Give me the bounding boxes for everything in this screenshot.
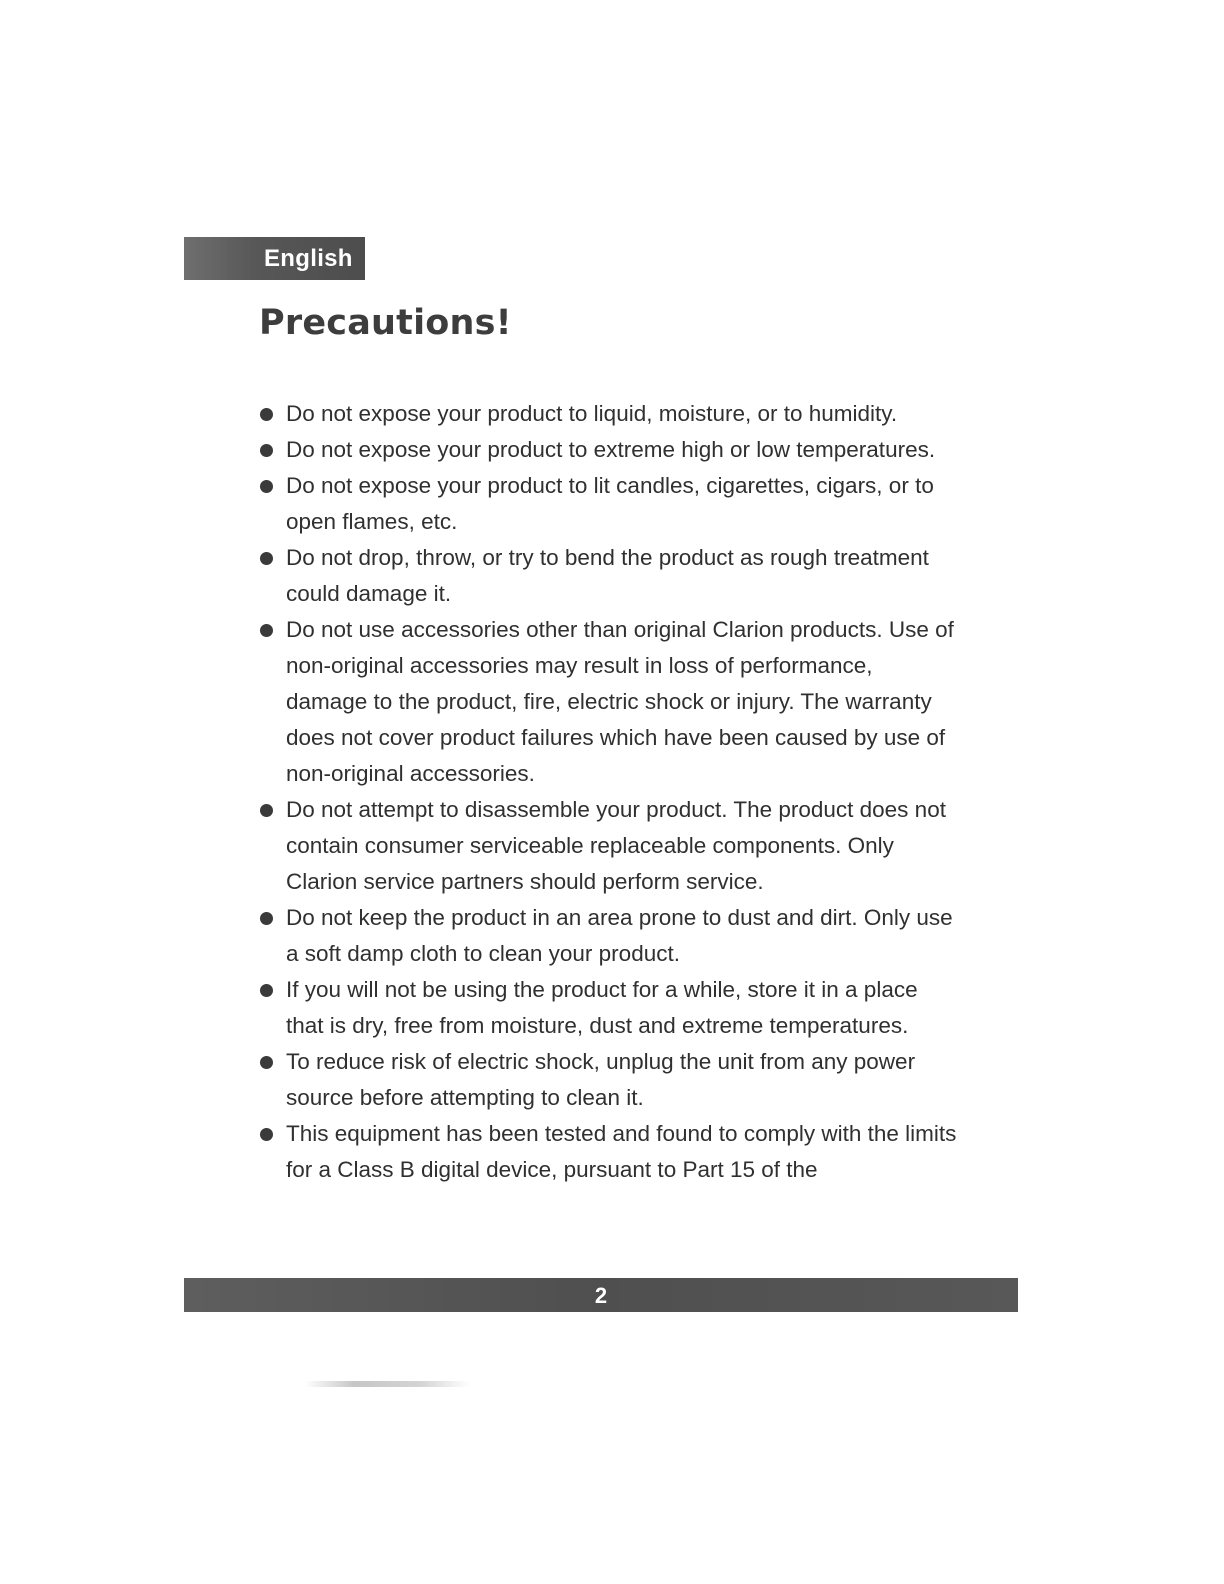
bullet-icon — [260, 624, 273, 637]
precaution-text: To reduce risk of electric shock, unplug the unit from any power source before attempting to clean it. — [286, 1049, 916, 1110]
precaution-text: Do not expose your product to extreme high or low temperatures. — [286, 437, 936, 462]
bullet-icon — [260, 408, 273, 421]
precaution-text: Do not attempt to disassemble your product. The product does not contain consumer serviceable replaceable components. Only Clarion service partners should perform service. — [286, 797, 946, 894]
precaution-item — [258, 972, 978, 1044]
precaution-item — [258, 612, 978, 792]
precaution-item — [258, 1116, 978, 1188]
bullet-icon — [260, 804, 273, 817]
precaution-item — [258, 396, 978, 432]
bullet-icon — [260, 1128, 273, 1141]
page-number: 2 — [594, 1283, 608, 1308]
bullet-icon — [260, 444, 273, 457]
bullet-icon — [260, 1056, 273, 1069]
precaution-item — [258, 432, 978, 468]
precaution-text: This equipment has been tested and found to comply with the limits for a Class B digital device, pursuant to Part 15 of the — [286, 1121, 957, 1182]
precaution-list — [258, 396, 978, 1188]
precaution-item — [258, 540, 978, 612]
precaution-text: Do not keep the product in an area prone to dust and dirt. Only use a soft damp cloth to clean your product. — [286, 905, 953, 966]
precaution-text: If you will not be using the product for a while, store it in a place that is dry, free from moisture, dust and extreme temperatures. — [286, 977, 918, 1038]
bullet-icon — [260, 984, 273, 997]
language-tab-label: English — [264, 245, 353, 272]
precaution-text: Do not use accessories other than original Clarion products. Use of non-original accessories may result in loss of performance, damage to the product, fire, electric shock or injury. The warranty does not cover product failures which have been caused by use of non-original accessories. — [286, 617, 954, 786]
precaution-text: Do not expose your product to liquid, moisture, or to humidity. — [286, 401, 898, 426]
page-title: Precautions! — [259, 303, 512, 343]
bullet-icon — [260, 480, 273, 493]
language-tab — [184, 237, 365, 280]
precaution-text: Do not expose your product to lit candles, cigarettes, cigars, or to open flames, etc. — [286, 473, 934, 534]
bullet-icon — [260, 552, 273, 565]
footer-bar — [184, 1278, 1018, 1312]
scan-artifact — [305, 1381, 470, 1387]
precaution-item — [258, 1044, 978, 1116]
bullet-icon — [260, 912, 273, 925]
precaution-item — [258, 792, 978, 900]
precaution-item — [258, 468, 978, 540]
precaution-text: Do not drop, throw, or try to bend the product as rough treatment could damage it. — [286, 545, 929, 606]
precaution-item — [258, 900, 978, 972]
